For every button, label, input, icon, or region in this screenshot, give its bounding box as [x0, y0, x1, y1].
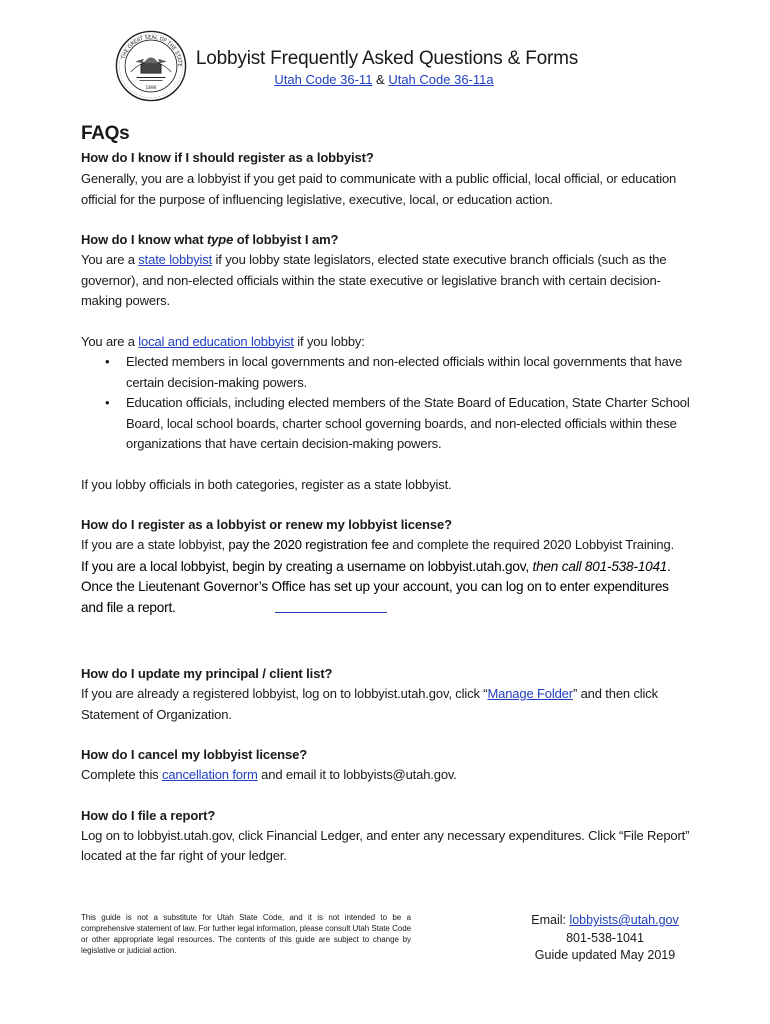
local-lobbyist-bullet-list: [81, 352, 691, 455]
footer-contact: [520, 912, 690, 965]
footer-phone: 801-538-1041: [566, 930, 644, 945]
code-references: [0, 72, 769, 87]
q6-answer: Log on to lobbyist.utah.gov, click Financial Ledger, and enter any necessary expenditures. Click “File Report” located at the far right of your ledger.: [81, 827, 690, 863]
utah-code-36-11a-link[interactable]: Utah Code 36-11a: [388, 72, 494, 87]
bullet-icon: •: [105, 395, 110, 410]
registration-fee-text: pay the 2020 registration fee: [228, 537, 389, 552]
q2-local-answer: You are a local and education lobbyist if you lobby:: [81, 333, 365, 349]
local-education-lobbyist-link[interactable]: local and education lobbyist: [138, 333, 294, 349]
q5-answer: Complete this cancellation form and email it to lobbyists@utah.gov.: [81, 767, 457, 782]
q3-question: How do I register as a lobbyist or renew my lobbyist license?: [81, 517, 453, 532]
manage-folder-link[interactable]: Manage Folder: [487, 686, 573, 701]
q6-question: How do I file a report?: [81, 807, 216, 823]
bullet-icon: •: [105, 354, 110, 369]
footer-disclaimer: This guide is not a substitute for Utah State Code, and it is not intended to be a comprehensive statement of law. For further legal information, please consult Utah State Code or other appropriate legal resources. The contents of this guide are subject to change by legislative or judicial action.: [81, 913, 411, 955]
state-lobbyist-link[interactable]: state lobbyist: [138, 252, 213, 267]
q4-answer: If you are already a registered lobbyist, log on to lobbyist.utah.gov, click “Manage Folder” and then click Statement of Organization.: [81, 686, 658, 722]
list-item: • Elected members in local governments and non-elected officials within local governments that have certain decision-making powers.: [105, 354, 683, 390]
q2-both-note: If you lobby officials in both categories, register as a state lobbyist.: [81, 476, 452, 492]
q1-question: How do I know if I should register as a lobbyist?: [81, 150, 374, 165]
q2-state-answer: You are a state lobbyist if you lobby state legislators, elected state executive branch officials (such as the governor), and non-elected officials within the state executive or legislative branch with certain decision-making powers.: [81, 252, 667, 308]
code-separator: &: [372, 72, 389, 87]
faqs-heading: FAQs: [81, 123, 130, 144]
seal-year: 1896: [145, 86, 157, 92]
faq-content: [81, 122, 691, 867]
q5-question: How do I cancel my lobbyist license?: [81, 747, 308, 762]
list-item: • Education officials, including elected members of the State Board of Education, State Charter School Board, local school boards, charter school governing boards, and non-elected officials within these organizations that have certain decision-making powers.: [105, 395, 690, 451]
q4-question: How do I update my principal / client list?: [81, 666, 333, 681]
svg-text:THE GREAT SEAL OF THE STATE OF: THE GREAT SEAL OF THE STATE: [120, 34, 183, 67]
q1-answer: Generally, you are a lobbyist if you get paid to communicate with a public official, local official, or education official for the purpose of influencing legislative, executive, local, or education action.: [81, 171, 677, 207]
q2-question: How do I know what type of lobbyist I am?: [81, 232, 339, 247]
q3-local-answer: If you are a local lobbyist, begin by creating a username on lobbyist.utah.gov, then call 801-538-1041. Once the Lieutenant Governor’s Office has set up your account, you can log on to enter expenditures and file a report.: [81, 558, 671, 615]
footer-email-line: Email: lobbyists@utah.gov: [531, 913, 679, 927]
link-underline-rule: [275, 612, 387, 613]
utah-code-36-11-link[interactable]: Utah Code 36-11: [274, 72, 373, 87]
page-title: Lobbyist Frequently Asked Questions & Forms: [195, 48, 579, 69]
email-link[interactable]: lobbyists@utah.gov: [569, 913, 679, 927]
q3-state-answer: If you are a state lobbyist, pay the 2020 registration fee and complete the required 2020 Lobbyist Training.: [81, 537, 675, 552]
footer-updated: Guide updated May 2019: [534, 948, 676, 962]
cancellation-form-link[interactable]: cancellation form: [162, 767, 258, 782]
